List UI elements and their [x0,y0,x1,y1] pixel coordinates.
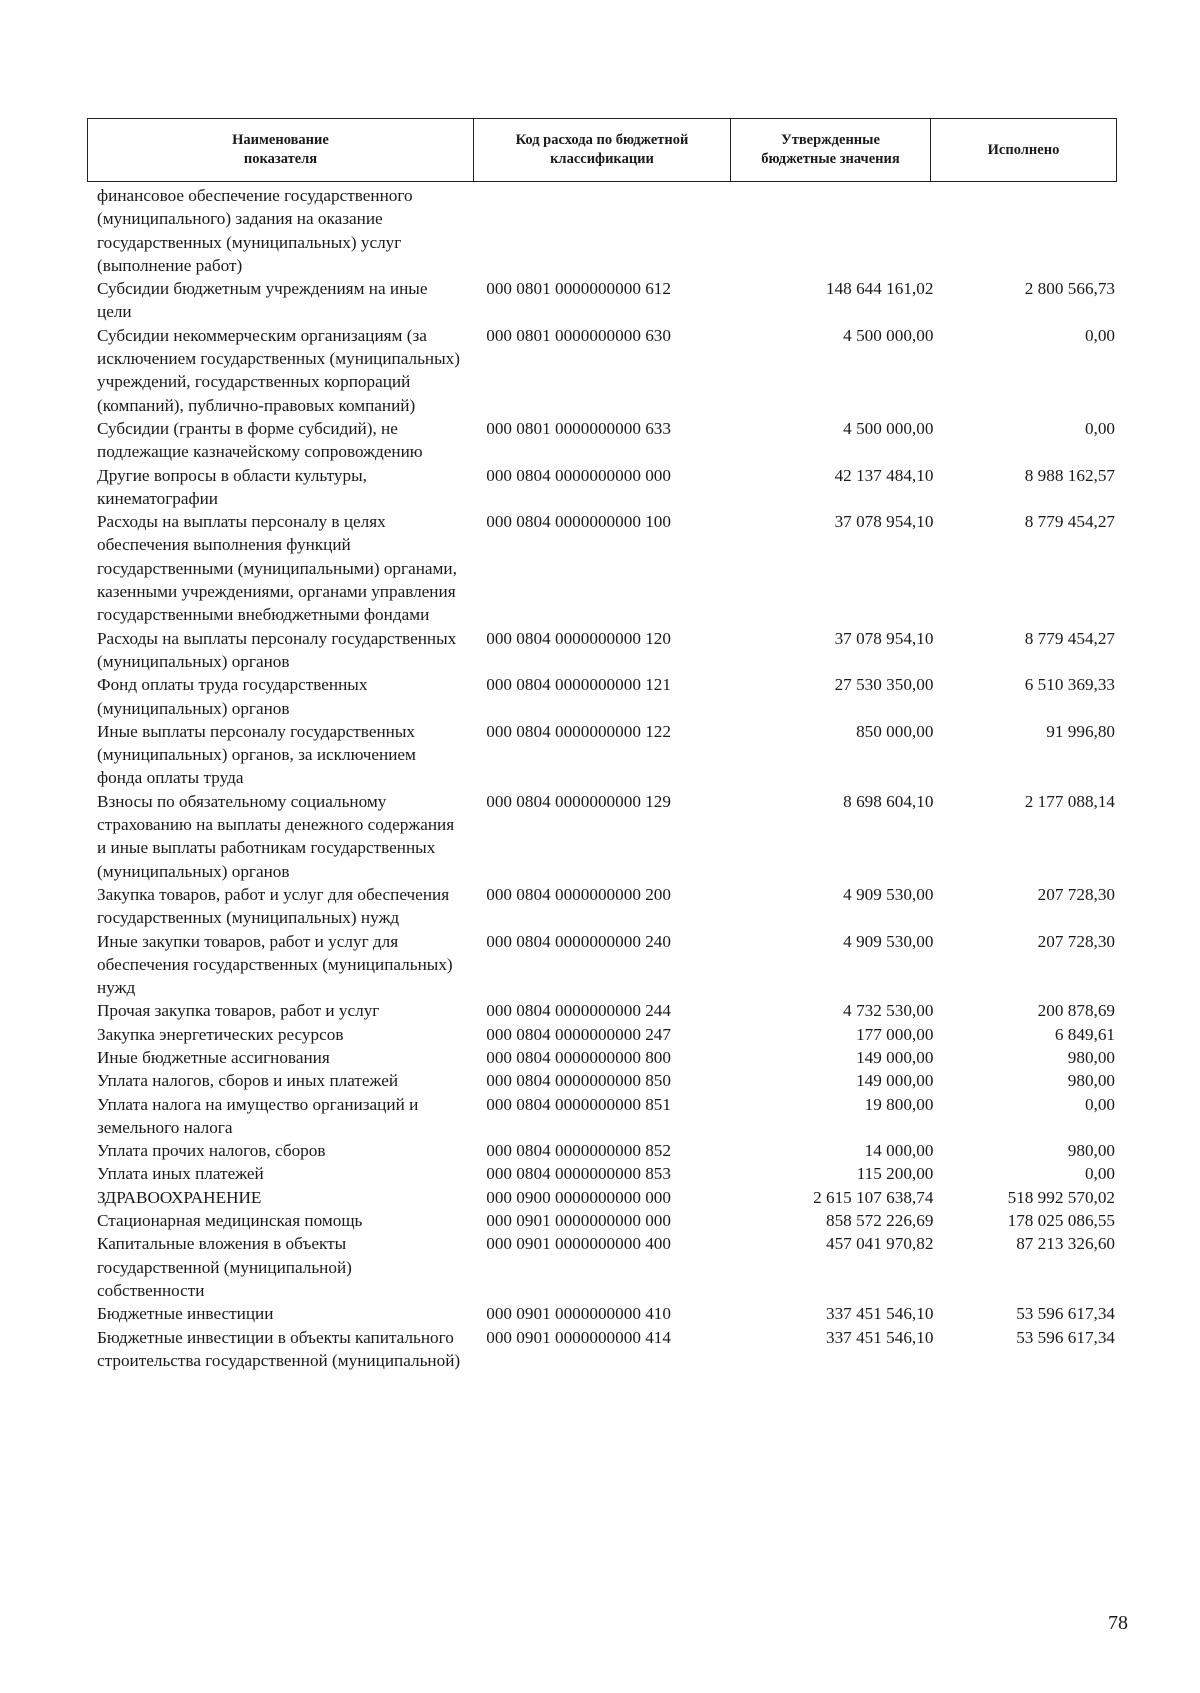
row-name: Субсидии некоммерческим организациям (за исключением государственных (муниципальных) учреждений, государственных корпораций (компаний), публично-правовых компаний) [97,325,460,415]
table-row [97,1209,1115,1232]
row-name: Бюджетные инвестиции в объекты капитального строительства государственной (муниципальной) [97,1327,461,1370]
row-code: 000 0804 0000000000 120 [486,628,671,648]
row-approved: 858 572 226,69 [825,1211,934,1231]
row-executed: 980,00 [1067,1047,1116,1067]
row-approved: 27 530 350,00 [834,675,934,695]
row-approved: 149 000,00 [856,1047,934,1067]
table-row [97,1232,1115,1302]
row-code: 000 0804 0000000000 850 [486,1071,671,1091]
row-code: 000 0804 0000000000 240 [486,931,671,951]
row-name: Расходы на выплаты персоналу государственных (муниципальных) органов [97,628,457,671]
table-row [97,184,1115,277]
row-code: 000 0804 0000000000 244 [486,1001,671,1021]
row-executed: 8 779 454,27 [1024,512,1116,532]
row-name: Закупка энергетических ресурсов [97,1024,344,1044]
row-name: Расходы на выплаты персоналу в целях обеспечения выполнения функций государственными (муниципальными) органами, казенными учреждениями, органами управления государственными внебюджетными фондами [97,512,457,625]
row-approved: 850 000,00 [856,721,934,741]
row-code: 000 0804 0000000000 800 [486,1047,671,1067]
row-approved: 337 451 546,10 [825,1304,934,1324]
row-name: Уплата иных платежей [97,1164,264,1184]
row-approved: 8 698 604,10 [843,791,934,811]
table-row [97,1023,1115,1046]
page-number: 78 [1108,1612,1128,1634]
table-row [97,1162,1115,1185]
row-approved: 37 078 954,10 [834,512,934,532]
table-row [97,790,1115,883]
header-code-column: Код расхода по бюджетной классификации [474,119,731,181]
row-name: ЗДРАВООХРАНЕНИЕ [97,1187,262,1207]
table-row [97,720,1115,790]
row-approved: 337 451 546,10 [825,1327,934,1347]
table-row [97,1093,1115,1140]
row-name: Субсидии (гранты в форме субсидий), не подлежащие казначейскому сопровождению [97,418,423,462]
row-code: 000 0901 0000000000 414 [486,1327,671,1347]
row-executed: 207 728,30 [1037,884,1116,904]
table-row [97,324,1115,417]
row-code: 000 0900 0000000000 000 [486,1187,671,1207]
row-approved: 4 732 530,00 [843,1001,934,1021]
row-executed: 2 800 566,73 [1024,279,1116,299]
row-name: Иные бюджетные ассигнования [97,1047,330,1067]
row-executed: 87 213 326,60 [1016,1234,1116,1254]
row-executed: 53 596 617,34 [1016,1304,1116,1324]
row-approved: 37 078 954,10 [834,628,934,648]
row-executed: 200 878,69 [1037,1001,1116,1021]
row-executed: 0,00 [1084,325,1116,345]
table-row [97,627,1115,674]
row-approved [748,184,934,277]
table-row [97,1302,1115,1325]
row-name: Прочая закупка товаров, работ и услуг [97,1001,380,1021]
row-code: 000 0801 0000000000 630 [486,325,671,345]
row-name: Уплата прочих налогов, сборов [97,1141,326,1161]
row-code: 000 0901 0000000000 400 [486,1234,671,1254]
row-name: Уплата налога на имущество организаций и земельного налога [97,1094,419,1137]
table-row [97,510,1115,626]
row-name: Бюджетные инвестиции [97,1304,274,1324]
row-code: 000 0801 0000000000 612 [486,279,671,299]
header-executed-column: Исполнено [987,141,1060,158]
header-approved-column: Утвержденные бюджетные значения [731,119,931,181]
row-code: 000 0901 0000000000 000 [486,1211,671,1231]
row-approved: 115 200,00 [856,1164,934,1184]
row-name: Фонд оплаты труда государственных (муниципальных) органов [97,675,368,718]
row-executed: 6 849,61 [1054,1024,1116,1044]
row-code: 000 0801 0000000000 633 [486,418,671,438]
row-name: Субсидии бюджетным учреждениям на иные цели [97,279,428,322]
row-approved: 148 644 161,02 [825,279,934,299]
row-approved: 457 041 970,82 [825,1234,934,1254]
row-executed: 8 779 454,27 [1024,628,1116,648]
row-name: Капитальные вложения в объекты государственной (муниципальной) собственности [97,1234,352,1300]
row-approved: 42 137 484,10 [834,465,934,485]
table-row [97,930,1115,1000]
table-row [97,1046,1115,1069]
header-name-column: Наименование показателя [88,119,474,181]
row-approved: 4 909 530,00 [843,931,934,951]
row-code: 000 0804 0000000000 000 [486,465,671,485]
table-row [97,999,1115,1022]
row-executed: 0,00 [1084,1094,1116,1114]
row-approved: 4 909 530,00 [843,884,934,904]
row-approved: 149 000,00 [856,1071,934,1091]
table-row [97,464,1115,511]
table-row [97,277,1115,324]
table-row [97,1186,1115,1209]
row-approved: 4 500 000,00 [843,325,934,345]
row-executed: 980,00 [1067,1071,1116,1091]
row-executed [933,184,1115,277]
row-executed: 8 988 162,57 [1024,465,1116,485]
table-row [97,1139,1115,1162]
row-code: 000 0901 0000000000 410 [486,1304,671,1324]
row-executed: 980,00 [1067,1141,1116,1161]
row-executed: 178 025 086,55 [1007,1211,1116,1231]
row-name: Взносы по обязательному социальному страхованию на выплаты денежного содержания и иные выплаты работникам государственных (муниципальных) органов [97,791,455,881]
row-code: 000 0804 0000000000 200 [486,884,671,904]
row-approved: 19 800,00 [864,1094,934,1114]
row-name: финансовое обеспечение государственного (муниципального) задания на оказание государственных (муниципальных) услуг (выполнение работ) [97,186,413,275]
row-code: 000 0804 0000000000 851 [486,1094,671,1114]
row-name: Иные выплаты персоналу государственных (муниципальных) органов, за исключением фонда оплаты труда [97,721,416,788]
row-approved: 4 500 000,00 [843,418,934,438]
table-row [97,1326,1115,1373]
row-executed: 2 177 088,14 [1024,791,1116,811]
row-approved: 177 000,00 [856,1024,934,1044]
row-name: Стационарная медицинская помощь [97,1211,363,1231]
table-row [97,1069,1115,1092]
row-code: 000 0804 0000000000 121 [486,675,671,695]
row-approved: 14 000,00 [864,1141,934,1161]
row-name: Другие вопросы в области культуры, кинематографии [97,465,367,508]
row-executed: 53 596 617,34 [1016,1327,1116,1347]
row-executed: 0,00 [1084,1164,1116,1184]
row-code [464,184,748,277]
row-name: Закупка товаров, работ и услуг для обеспечения государственных (муниципальных) нужд [97,884,450,928]
row-name: Иные закупки товаров, работ и услуг для обеспечения государственных (муниципальных) нужд [97,931,453,998]
table-header [87,118,1117,182]
row-executed: 518 992 570,02 [1007,1187,1116,1207]
table-row [97,883,1115,930]
row-code: 000 0804 0000000000 129 [486,791,671,811]
table-row [97,417,1115,464]
row-code: 000 0804 0000000000 122 [486,721,671,741]
row-name: Уплата налогов, сборов и иных платежей [97,1071,399,1091]
row-approved: 2 615 107 638,74 [813,1187,934,1207]
row-executed: 207 728,30 [1037,931,1116,951]
row-code: 000 0804 0000000000 852 [486,1141,671,1161]
row-code: 000 0804 0000000000 853 [486,1164,671,1184]
row-executed: 6 510 369,33 [1024,675,1116,695]
table-row [97,673,1115,720]
row-code: 000 0804 0000000000 100 [486,512,671,532]
row-code: 000 0804 0000000000 247 [486,1024,671,1044]
row-executed: 91 996,80 [1046,721,1116,741]
table-body [97,184,1115,1372]
row-executed: 0,00 [1084,418,1116,438]
